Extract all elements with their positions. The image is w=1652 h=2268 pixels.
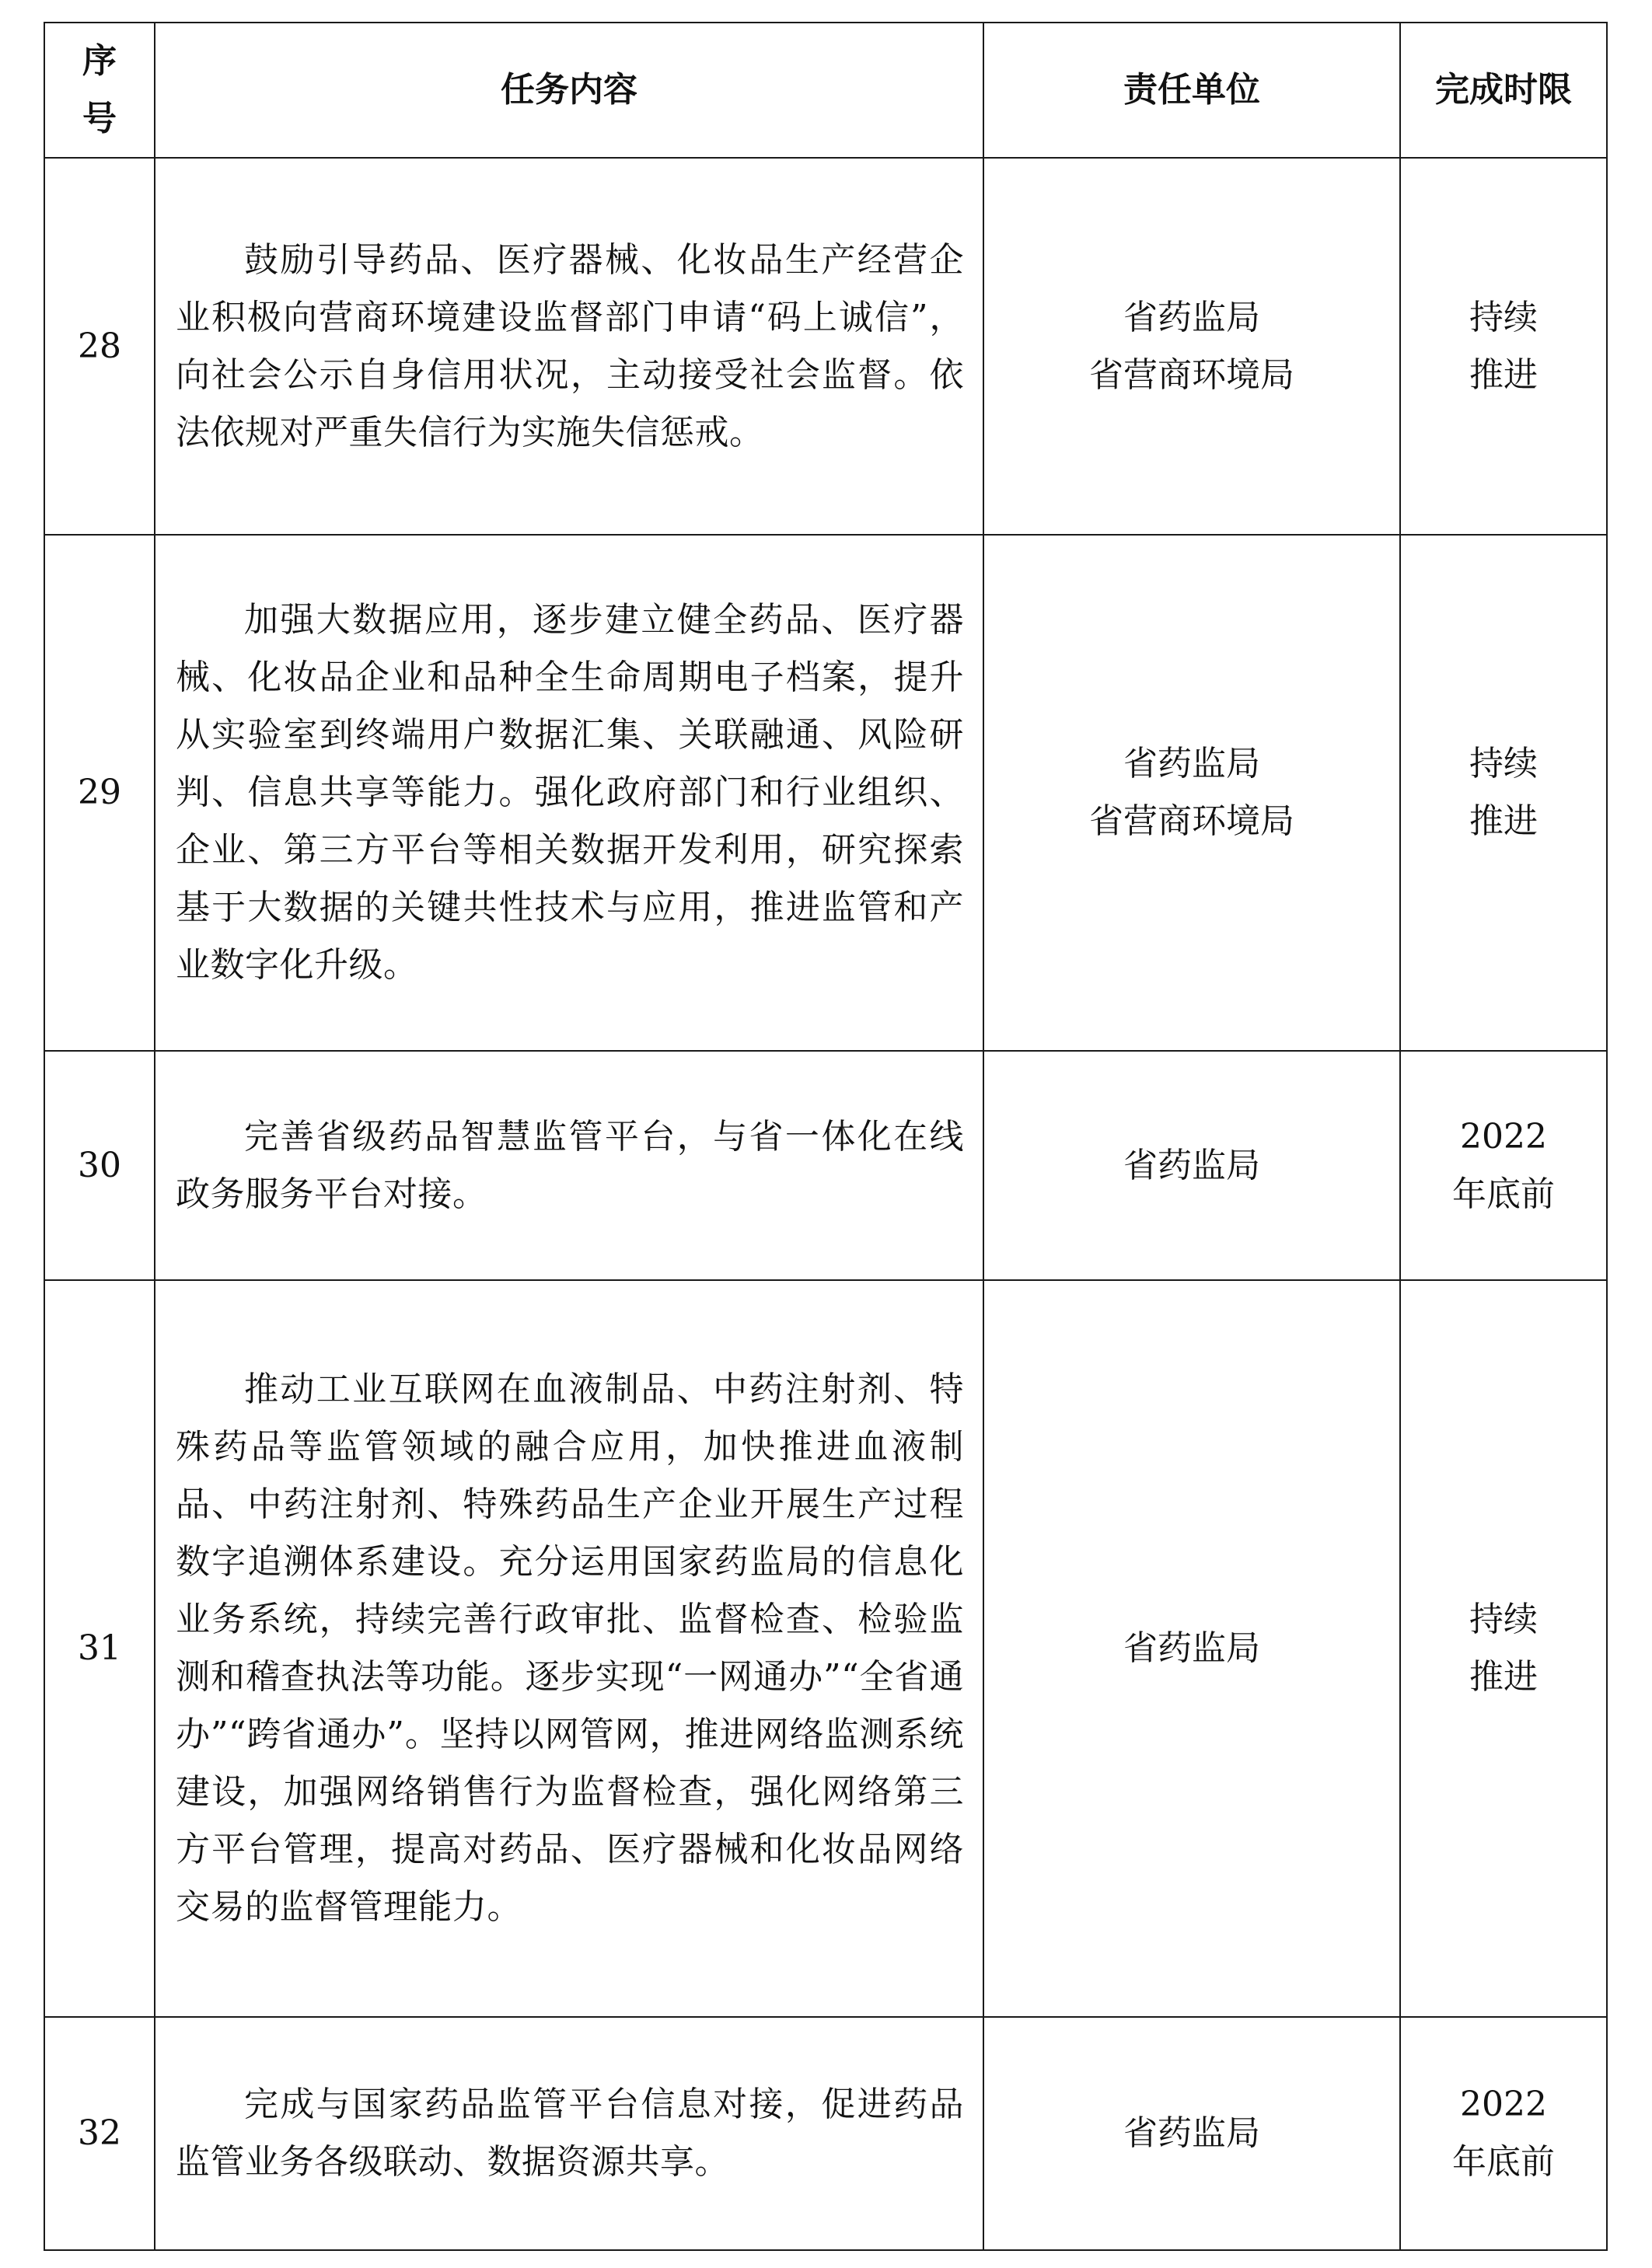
deadline-line: 2022 — [1460, 2085, 1547, 2124]
deadline-line: 推进 — [1469, 354, 1538, 395]
task-content: 完善省级药品智慧监管平台，与省一体化在线政务服务平台对接。 — [155, 1051, 983, 1280]
row-number: 30 — [44, 1051, 155, 1280]
table-row — [44, 158, 1607, 535]
table-header-row — [44, 23, 1607, 158]
deadline — [1400, 1280, 1607, 2017]
responsible-unit — [983, 1280, 1400, 2017]
deadline-line: 年底前 — [1452, 1174, 1555, 1214]
deadline-line: 持续 — [1469, 1600, 1538, 1639]
deadline-line: 推进 — [1469, 801, 1538, 841]
row-number: 32 — [44, 2017, 155, 2250]
deadline-line: 持续 — [1469, 744, 1538, 783]
responsible-unit — [983, 158, 1400, 535]
unit-line: 省药监局 — [1123, 2113, 1260, 2153]
deadline-line: 持续 — [1469, 297, 1538, 337]
header-no: 序号 — [44, 23, 155, 158]
responsible-unit — [983, 535, 1400, 1051]
unit-line: 省药监局 — [1123, 1145, 1260, 1185]
table-row — [44, 1280, 1607, 2017]
deadline — [1400, 2017, 1607, 2250]
row-number: 29 — [44, 535, 155, 1051]
unit-line: 省营商环境局 — [1089, 801, 1294, 841]
deadline — [1400, 1051, 1607, 1280]
unit-line: 省药监局 — [1123, 744, 1260, 783]
deadline-line: 推进 — [1469, 1657, 1538, 1697]
deadline-line: 年底前 — [1452, 2142, 1555, 2182]
task-content: 加强大数据应用，逐步建立健全药品、医疗器械、化妆品企业和品种全生命周期电子档案，提升从实验室到终端用户数据汇集、关联融通、风险研判、信息共享等能力。强化政府部门和行业组织、企业、第三方平台等相关数据开发利用，研究探索基于大数据的关键共性技术与应用，推进监管和产业数字化升级。 — [155, 535, 983, 1051]
row-number: 28 — [44, 158, 155, 535]
row-number: 31 — [44, 1280, 155, 2017]
task-content: 鼓励引导药品、医疗器械、化妆品生产经营企业积极向营商环境建设监督部门申请“码上诚信”，向社会公示自身信用状况，主动接受社会监督。依法依规对严重失信行为实施失信惩戒。 — [155, 158, 983, 535]
table-row — [44, 535, 1607, 1051]
deadline — [1400, 535, 1607, 1051]
unit-line: 省营商环境局 — [1089, 354, 1294, 395]
unit-line: 省药监局 — [1123, 297, 1260, 337]
task-table — [44, 22, 1608, 2251]
header-deadline: 完成时限 — [1400, 23, 1607, 158]
header-content: 任务内容 — [155, 23, 983, 158]
responsible-unit — [983, 1051, 1400, 1280]
header-unit: 责任单位 — [983, 23, 1400, 158]
deadline — [1400, 158, 1607, 535]
task-content: 推动工业互联网在血液制品、中药注射剂、特殊药品等监管领域的融合应用，加快推进血液制品、中药注射剂、特殊药品生产企业开展生产过程数字追溯体系建设。充分运用国家药监局的信息化业务系统，持续完善行政审批、监督检查、检验监测和稽查执法等功能。逐步实现“一网通办”“全省通办”“跨省通办”。坚持以网管网，推进网络监测系统建设，加强网络销售行为监督检查，强化网络第三方平台管理，提高对药品、医疗器械和化妆品网络交易的监督管理能力。 — [155, 1280, 983, 2017]
responsible-unit — [983, 2017, 1400, 2250]
unit-line: 省药监局 — [1123, 1628, 1260, 1668]
deadline-line: 2022 — [1460, 1116, 1547, 1157]
table-row — [44, 2017, 1607, 2250]
table-row — [44, 1051, 1607, 1280]
task-content: 完成与国家药品监管平台信息对接，促进药品监管业务各级联动、数据资源共享。 — [155, 2017, 983, 2250]
